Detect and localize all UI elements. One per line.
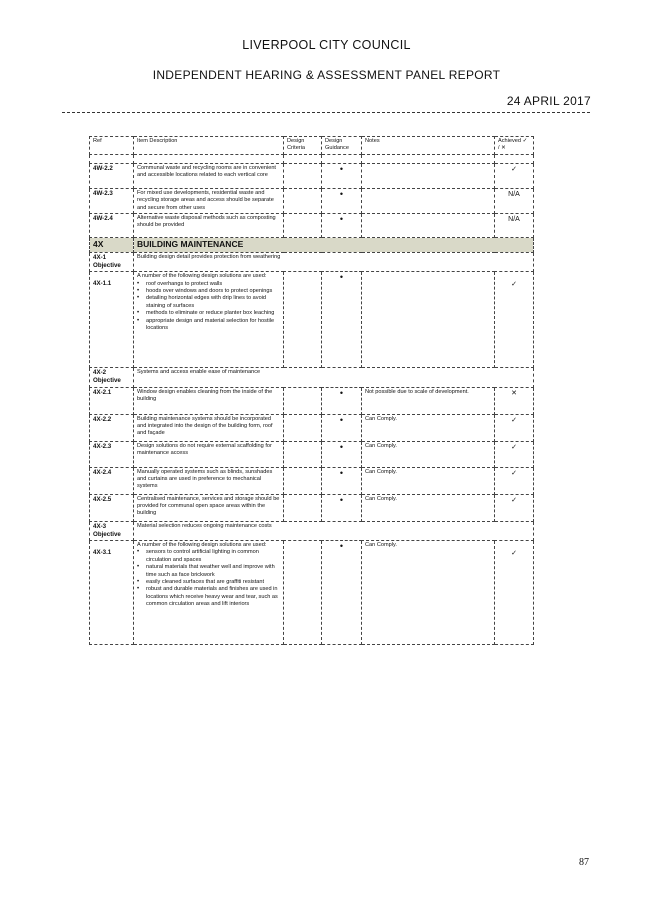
row-criteria bbox=[284, 541, 322, 645]
row-criteria bbox=[284, 188, 322, 213]
row-notes bbox=[362, 163, 495, 188]
achieved-mark: N/A bbox=[495, 213, 534, 237]
design-solutions-intro: A number of the following design solutions are used: bbox=[137, 273, 267, 280]
objective-description: Systems and access enable ease of maintenance bbox=[134, 368, 534, 387]
report-date: 24 APRIL 2017 bbox=[506, 94, 591, 108]
row-notes bbox=[362, 188, 495, 213]
list-item: • sensors to control artificial lighting in common circulation and spaces bbox=[146, 549, 280, 564]
list-item: • appropriate design and material selection for hostile locations bbox=[146, 318, 280, 333]
page-number: 87 bbox=[579, 857, 589, 868]
table-row bbox=[90, 541, 534, 645]
achieved-mark: N/A bbox=[495, 188, 534, 213]
row-criteria bbox=[284, 494, 322, 521]
row-notes: Can Comply. bbox=[362, 541, 495, 645]
row-description: Alternative waste disposal methods such as composting should be provided bbox=[134, 213, 284, 237]
objective-ref: 4X-3 Objective bbox=[90, 521, 134, 540]
section-header-row bbox=[90, 237, 534, 252]
row-description: For mixed use developments, residential waste and recycling storage areas and access should be separate and secure from other uses bbox=[134, 188, 284, 213]
objective-row bbox=[90, 368, 534, 387]
council-name: LIVERPOOL CITY COUNCIL bbox=[242, 38, 411, 52]
list-item: • methods to eliminate or reduce planter box leaching bbox=[146, 310, 280, 317]
guidance-bullet: • bbox=[322, 494, 362, 521]
table-row bbox=[90, 188, 534, 213]
header-divider bbox=[62, 112, 590, 113]
row-description: Manually operated systems such as blinds, sunshades and curtains are used in preference to mechanical systems bbox=[134, 467, 284, 494]
row-criteria bbox=[284, 163, 322, 188]
row-description: Building maintenance systems should be incorporated and integrated into the design of the building form, roof and façade bbox=[134, 414, 284, 441]
table-row bbox=[90, 494, 534, 521]
row-description: Window design enables cleaning from the inside of the building bbox=[134, 387, 284, 414]
row-ref: 4X-3.1 bbox=[90, 541, 134, 645]
row-ref: 4W-2.4 bbox=[90, 213, 134, 237]
guidance-bullet: • bbox=[322, 541, 362, 645]
row-notes: Can Comply. bbox=[362, 467, 495, 494]
achieved-mark: ✓ bbox=[495, 541, 534, 645]
list-item: • roof overhangs to protect walls bbox=[146, 281, 280, 288]
row-ref: 4X-2.5 bbox=[90, 494, 134, 521]
row-criteria bbox=[284, 441, 322, 467]
guidance-bullet: • bbox=[322, 467, 362, 494]
col-ref-header: Ref bbox=[90, 137, 134, 155]
objective-ref: 4X-1 Objective bbox=[90, 252, 134, 271]
row-description: Centralised maintenance, services and storage should be provided for communal open space areas within the building bbox=[134, 494, 284, 521]
guidance-bullet: • bbox=[322, 441, 362, 467]
row-description: Communal waste and recycling rooms are in convenient and accessible locations related to each vertical core bbox=[134, 163, 284, 188]
achieved-mark: ✓ bbox=[495, 441, 534, 467]
row-ref: 4X-2.1 bbox=[90, 387, 134, 414]
row-notes: Can Comply. bbox=[362, 414, 495, 441]
report-title: INDEPENDENT HEARING & ASSESSMENT PANEL REPORT bbox=[152, 68, 501, 82]
guidance-bullet: • bbox=[322, 163, 362, 188]
row-notes bbox=[362, 213, 495, 237]
guidance-bullet: • bbox=[322, 272, 362, 368]
col-criteria-header: Design Criteria bbox=[284, 137, 322, 155]
table-row bbox=[90, 272, 534, 368]
guidance-bullet: • bbox=[322, 414, 362, 441]
compliance-table bbox=[89, 136, 534, 645]
col-notes-header: Notes bbox=[362, 137, 495, 155]
row-notes: Not possible due to scale of development. bbox=[362, 387, 495, 414]
achieved-mark: ✓ bbox=[495, 414, 534, 441]
section-code: 4X bbox=[90, 237, 134, 252]
row-criteria bbox=[284, 272, 322, 368]
row-criteria bbox=[284, 467, 322, 494]
list-item: • natural materials that weather well and improve with time such as face brickwork bbox=[146, 564, 280, 579]
table-row bbox=[90, 213, 534, 237]
objective-row bbox=[90, 252, 534, 271]
table-row bbox=[90, 387, 534, 414]
achieved-mark: ✕ bbox=[495, 387, 534, 414]
row-criteria bbox=[284, 213, 322, 237]
table-header-row bbox=[90, 137, 534, 155]
design-solutions-list bbox=[137, 281, 280, 333]
list-item: • easily cleaned surfaces that are graffiti resistant bbox=[146, 579, 280, 586]
col-description-header: Item Description bbox=[134, 137, 284, 155]
guidance-bullet: • bbox=[322, 188, 362, 213]
row-ref: 4X-2.2 bbox=[90, 414, 134, 441]
achieved-mark: ✓ bbox=[495, 272, 534, 368]
list-item: • robust and durable materials and finishes are used in locations which receive heavy wear and tear, such as common circulation areas and lift interiors bbox=[146, 586, 280, 608]
table-row bbox=[90, 414, 534, 441]
achieved-mark: ✓ bbox=[495, 494, 534, 521]
col-guidance-header: Design Guidance bbox=[322, 137, 362, 155]
row-ref: 4W-2.3 bbox=[90, 188, 134, 213]
objective-description: Material selection reduces ongoing maintenance costs bbox=[134, 521, 534, 540]
row-description bbox=[134, 272, 284, 368]
list-item: • detailing horizontal edges with drip lines to avoid staining of surfaces bbox=[146, 295, 280, 310]
row-notes: Can Comply. bbox=[362, 494, 495, 521]
guidance-bullet: • bbox=[322, 213, 362, 237]
row-notes: Can Comply. bbox=[362, 441, 495, 467]
row-criteria bbox=[284, 414, 322, 441]
row-notes bbox=[362, 272, 495, 368]
achieved-mark: ✓ bbox=[495, 467, 534, 494]
row-ref: 4X-2.4 bbox=[90, 467, 134, 494]
row-ref: 4X-1.1 bbox=[90, 272, 134, 368]
row-ref: 4W-2.2 bbox=[90, 163, 134, 188]
spacer-row bbox=[90, 154, 534, 163]
table-row bbox=[90, 467, 534, 494]
guidance-bullet: • bbox=[322, 387, 362, 414]
section-title: BUILDING MAINTENANCE bbox=[134, 237, 534, 252]
objective-ref: 4X-2 Objective bbox=[90, 368, 134, 387]
achieved-mark: ✓ bbox=[495, 163, 534, 188]
objective-description: Building design detail provides protection from weathering bbox=[134, 252, 534, 271]
row-criteria bbox=[284, 387, 322, 414]
row-ref: 4X-2.3 bbox=[90, 441, 134, 467]
design-solutions-list bbox=[137, 549, 280, 608]
design-solutions-intro: A number of the following design solutions are used: bbox=[137, 542, 267, 548]
objective-row bbox=[90, 521, 534, 540]
list-item: • hoods over windows and doors to protect openings bbox=[146, 288, 280, 295]
table-row bbox=[90, 163, 534, 188]
col-achieved-header: Achieved ✓ / ✕ bbox=[495, 137, 534, 155]
table-row bbox=[90, 441, 534, 467]
row-description: Design solutions do not require external scaffolding for maintenance access bbox=[134, 441, 284, 467]
row-description bbox=[134, 541, 284, 645]
